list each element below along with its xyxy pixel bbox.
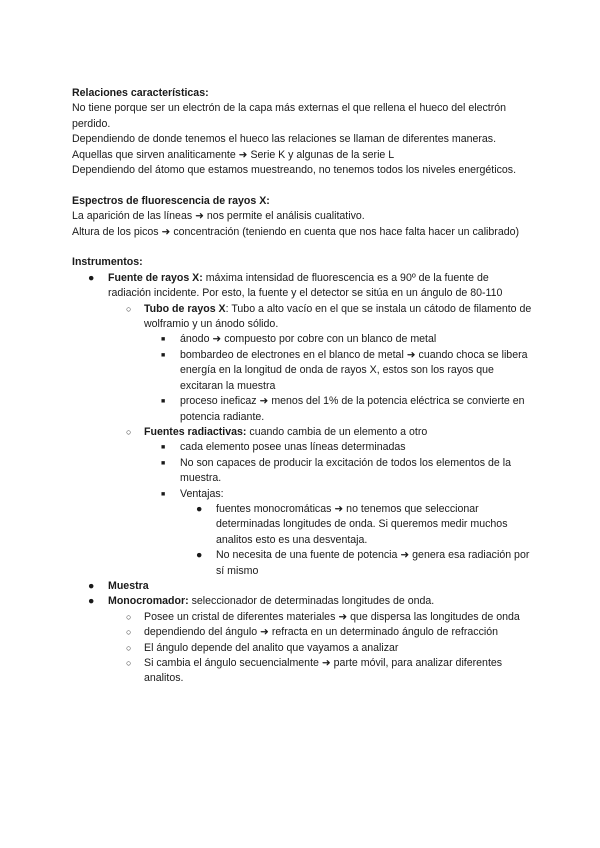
fuente-title: Fuente de rayos X: (108, 271, 203, 284)
tubo-sublist (144, 332, 532, 424)
bullet-disc-icon: ● (88, 579, 95, 592)
bullet-square-icon: ■ (161, 351, 166, 359)
instrumentos-heading: Instrumentos: (72, 256, 143, 269)
tubo-title: Tubo de rayos X (144, 302, 226, 315)
list-item-text: cada elemento posee unas líneas determinadas (180, 441, 406, 454)
bullet-square-icon: ■ (161, 459, 166, 467)
bullet-square-icon: ■ (161, 490, 166, 498)
list-item-radiactivas (108, 425, 532, 579)
relaciones-line: No tiene porque ser un electrón de la capa más externas el que rellena el hueco del electrón perdido. (72, 102, 507, 130)
list-item-text: bombardeo de electrones en el blanco de metal ➜ cuando choca se libera energía en la longitud de onda de rayos X, estos son los rayos que excitaran la muestra (180, 348, 528, 392)
list-item-fuente (72, 271, 532, 579)
list-item-text: No necesita de una fuente de potencia ➜ genera esa radiación por sí mismo (216, 549, 530, 577)
bullet-circle-icon: ○ (126, 611, 132, 622)
list-item-text: Posee un cristal de diferentes materiales ➜ que dispersa las longitudes de onda (144, 610, 520, 623)
bullet-square-icon: ■ (161, 336, 166, 344)
bullet-circle-icon: ○ (126, 642, 132, 653)
list-item-ventajas (144, 487, 532, 579)
bullet-square-icon: ■ (161, 398, 166, 406)
ventajas-sublist (180, 502, 532, 579)
tubo-text: : Tubo a alto vacío en el que se instala un cátodo de filamento de wolframio y un ánodo sólido. (144, 302, 532, 331)
list-item (144, 348, 532, 394)
list-item-text: ánodo ➜ compuesto por cobre con un blanco de metal (180, 333, 437, 346)
espectros-line: La aparición de las líneas ➜ nos permite el análisis cualitativo. (72, 210, 365, 223)
ventajas-label: Ventajas: (180, 487, 224, 500)
list-item-text: Si cambia el ángulo secuencialmente ➜ parte móvil, para analizar diferentes analitos. (144, 657, 503, 685)
bullet-circle-icon: ○ (126, 303, 132, 314)
list-item-muestra (72, 579, 532, 594)
monocromador-title: Monocromador: (108, 595, 189, 608)
radiactivas-title: Fuentes radiactivas: (144, 425, 247, 438)
bullet-circle-icon: ○ (126, 426, 132, 437)
relaciones-line: Dependiendo del átomo que estamos muestreando, no tenemos todos los niveles energéticos. (72, 164, 517, 177)
list-item-text: fuentes monocromáticas ➜ no tenemos que seleccionar determinadas longitudes de onda. Si queremos medir muchos analitos esto es una desventaja. (216, 502, 508, 546)
espectros-line: Altura de los picos ➜ concentración (teniendo en cuenta que nos hace falta hacer un calibrado) (72, 225, 520, 238)
bullet-disc-icon: ● (88, 271, 95, 284)
relaciones-heading: Relaciones características: (72, 87, 209, 99)
list-item-text: dependiendo del ángulo ➜ refracta en un determinado ángulo de refracción (144, 626, 499, 639)
list-item (144, 332, 532, 347)
list-item (144, 394, 532, 425)
bullet-circle-icon: ○ (126, 627, 132, 638)
instrumentos-list (72, 271, 532, 687)
muestra-title: Muestra (108, 579, 149, 592)
list-item (108, 656, 532, 687)
document-page (72, 86, 532, 687)
list-item (144, 440, 532, 455)
bullet-disc-icon: ● (88, 595, 95, 608)
radiactivas-sublist (144, 440, 532, 579)
list-item-text: El ángulo depende del analito que vayamos a analizar (144, 641, 399, 654)
list-item (180, 548, 532, 579)
fuente-text: máxima intensidad de fluorescencia es a 90º de la fuente de radiación incidente. Por esto, la fuente y el detector se sitúa en un ángulo de 80-110 (108, 271, 503, 300)
relaciones-line: Aquellas que sirven analiticamente ➜ Serie K y algunas de la serie L (72, 148, 395, 161)
monocromador-sublist (108, 610, 532, 687)
list-item (108, 610, 532, 625)
list-item (180, 502, 532, 548)
list-item-text: proceso ineficaz ➜ menos del 1% de la potencia eléctrica se convierte en potencia radiante. (180, 395, 525, 423)
list-item-monocromador (72, 594, 532, 686)
list-item (144, 456, 532, 487)
fuente-sublist (108, 302, 532, 579)
list-item (108, 625, 532, 640)
bullet-square-icon: ■ (161, 444, 166, 452)
list-item-tubo (108, 302, 532, 425)
relaciones-line: Dependiendo de donde tenemos el hueco las relaciones se llaman de diferentes maneras. (72, 133, 497, 146)
list-item (108, 641, 532, 656)
bullet-circle-icon: ○ (126, 658, 132, 668)
radiactivas-text: cuando cambia de un elemento a otro (246, 425, 428, 438)
list-item-text: No son capaces de producir la excitación de todos los elementos de la muestra. (180, 456, 511, 485)
bullet-disc-icon: ● (196, 549, 203, 562)
espectros-heading: Espectros de fluorescencia de rayos X: (72, 194, 270, 207)
bullet-disc-icon: ● (196, 502, 203, 515)
monocromador-text: seleccionador de determinadas longitudes de onda. (188, 595, 435, 608)
